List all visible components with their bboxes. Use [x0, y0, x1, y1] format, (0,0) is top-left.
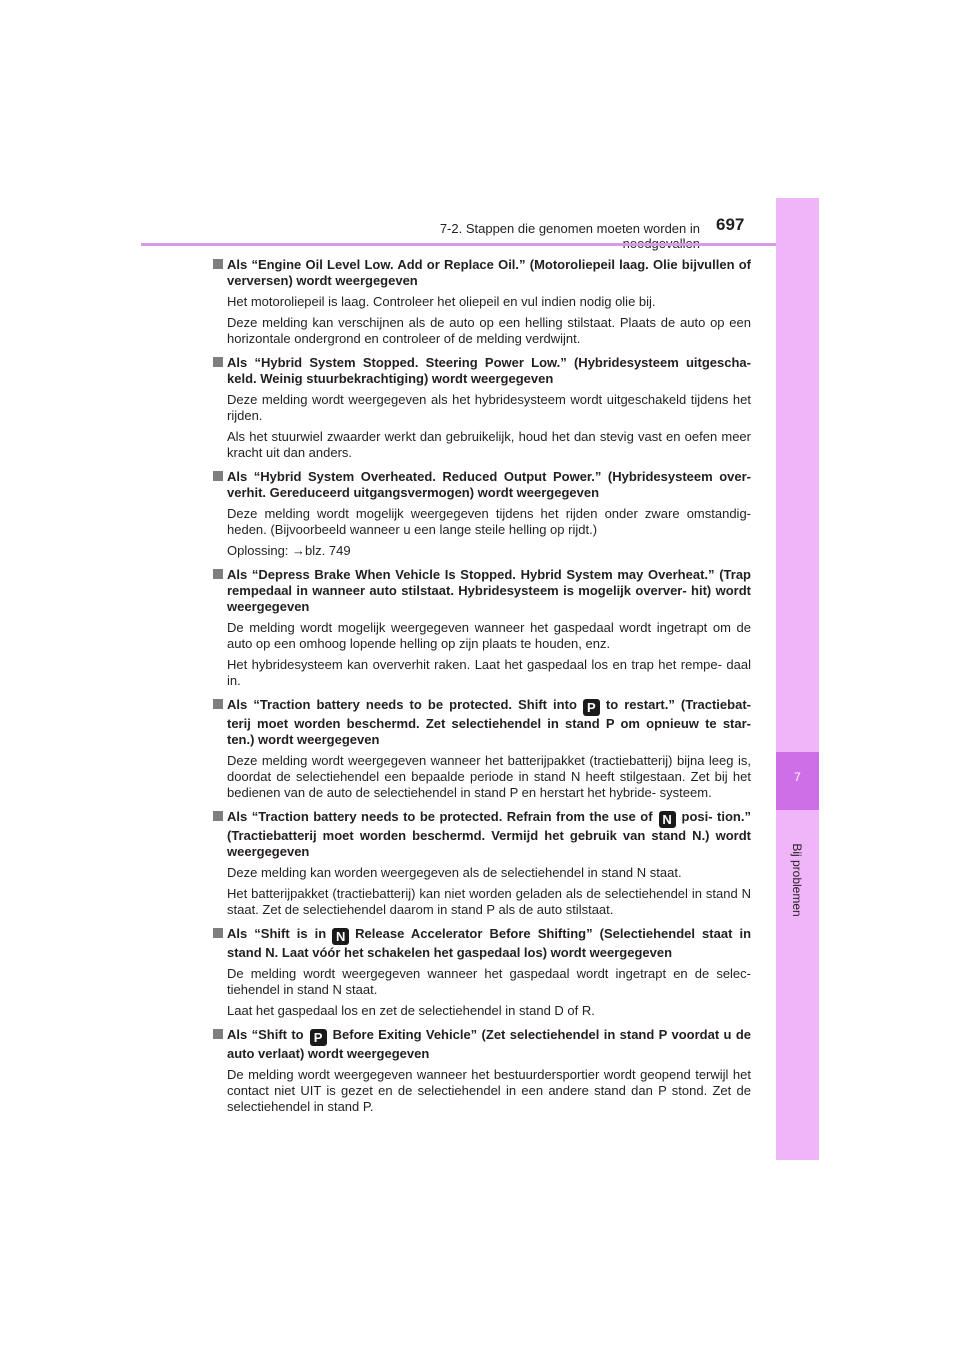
heading-text: Als “Shift to — [227, 1027, 304, 1042]
paragraph: Laat het gaspedaal los en zet de selectiehendel in stand D of R. — [227, 1003, 595, 1018]
header-divider — [141, 243, 819, 246]
message-item — [211, 355, 751, 461]
chapter-side-tab — [776, 198, 819, 1160]
paragraph: Deze melding wordt weergegeven wanneer het batterijpakket (tractiebatterij) bijna leeg is, doordat de selectiehendel een bepaalde periode in stand N heeft stilgestaan. Zet bij het bedienen van de auto de selectiehendel in stand P en herstart het hybride- systeem. — [227, 753, 751, 800]
arrow-right-icon: → — [292, 543, 306, 558]
message-item — [211, 257, 751, 347]
shift-n-icon: N — [332, 928, 349, 945]
shift-p-icon: P — [583, 699, 600, 716]
page-reference-link[interactable]: blz. 749 — [305, 543, 351, 558]
paragraph: Het batterijpakket (tractiebatterij) kan niet worden geladen als de selectiehendel in stand N staat. Zet de selectiehendel daarom in stand P als de auto stilstaat. — [227, 886, 751, 917]
message-heading: Als “Engine Oil Level Low. Add or Replace Oil.” (Motoroliepeil laag. Olie bijvullen of verversen) wordt weergegeven — [227, 257, 751, 288]
square-bullet-icon — [213, 471, 223, 481]
message-heading — [227, 809, 751, 860]
paragraph: Als het stuurwiel zwaarder werkt dan gebruikelijk, houd het dan stevig vast en oefen meer kracht uit dan anders. — [227, 429, 751, 460]
paragraph: Het motoroliepeil is laag. Controleer het oliepeil en vul indien nodig olie bij. — [227, 294, 656, 309]
message-item — [211, 567, 751, 689]
square-bullet-icon — [213, 1029, 223, 1039]
paragraph: Deze melding wordt weergegeven als het hybridesysteem wordt uitgeschakeld tijdens het rijden. — [227, 392, 751, 423]
heading-text: Als “Traction battery needs to be protected. Shift into — [227, 697, 577, 712]
paragraph: Deze melding kan worden weergegeven als de selectiehendel in stand N staat. — [227, 865, 682, 880]
heading-text: to restart.” (Tractiebat- terij moet worden beschermd. Zet selectiehendel in stand P om opnieuw te star- ten.) wordt weergegeven — [227, 697, 751, 747]
paragraph: Het hybridesysteem kan oververhit raken. Laat het gaspedaal los en trap het rempe- daal in. — [227, 657, 751, 688]
solution-line — [227, 543, 751, 559]
square-bullet-icon — [213, 569, 223, 579]
message-heading — [227, 1027, 751, 1062]
message-heading: Als “Hybrid System Stopped. Steering Power Low.” (Hybridesysteem uitgescha- keld. Weinig stuurbekrachtiging) wordt weergegeven — [227, 355, 751, 386]
message-heading — [227, 926, 751, 961]
message-heading: Als “Depress Brake When Vehicle Is Stopped. Hybrid System may Overheat.” (Trap rempedaal in wanneer auto stilstaat. Hybridesysteem is mogelijk overver- hit) wordt weergegeven — [227, 567, 751, 614]
heading-text: Before Exiting Vehicle” (Zet selectiehendel in stand P voordat u de auto verlaat) wordt weergegeven — [227, 1027, 751, 1061]
heading-text: Als “Traction battery needs to be protected. Refrain from the use of — [227, 809, 653, 824]
message-item — [211, 809, 751, 918]
square-bullet-icon — [213, 928, 223, 938]
message-heading — [227, 697, 751, 748]
heading-text: Als “Shift is in — [227, 926, 327, 941]
square-bullet-icon — [213, 811, 223, 821]
shift-n-icon: N — [659, 811, 676, 828]
paragraph: De melding wordt weergegeven wanneer het bestuurdersportier wordt geopend terwijl het contact niet UIT is gezet en de selectiehendel in een andere stand dan P stond. Zet de selectiehendel in stand P. — [227, 1067, 751, 1114]
shift-p-icon: P — [310, 1029, 327, 1046]
heading-text: posi- tion.” (Tractiebatterij moet worden beschermd. Vermijd het gebruik van stand N.) wordt weergegeven — [227, 809, 751, 859]
heading-text: Release Accelerator Before Shifting” (Selectiehendel staat in stand N. Laat vóór het schakelen het gaspedaal los) wordt weergegeven — [227, 926, 752, 960]
square-bullet-icon — [213, 259, 223, 269]
paragraph: De melding wordt mogelijk weergegeven wanneer het gaspedaal wordt ingetrapt om de auto op een omhoog lopende helling op zijn plaats te houden, enz. — [227, 620, 751, 651]
message-heading: Als “Hybrid System Overheated. Reduced Output Power.” (Hybridesysteem over- verhit. Gereduceerd uitgangsvermogen) wordt weergegeven — [227, 469, 751, 500]
header-title: 7-2. Stappen die genomen moeten worden in — [439, 221, 700, 236]
main-content — [211, 257, 751, 1123]
paragraph: Deze melding kan verschijnen als de auto op een helling stilstaat. Plaats de auto op een horizontale ondergrond en controleer of de melding verdwijnt. — [227, 315, 751, 346]
message-item — [211, 697, 751, 801]
chapter-label: Bij problemen — [790, 843, 804, 917]
message-item — [211, 926, 751, 1019]
message-item — [211, 1027, 751, 1115]
message-item — [211, 469, 751, 559]
square-bullet-icon — [213, 357, 223, 367]
solution-prefix: Oplossing: — [227, 543, 293, 558]
chapter-number: 7 — [794, 770, 801, 784]
paragraph: De melding wordt weergegeven wanneer het gaspedaal wordt ingetrapt en de selec- tiehendel in stand N staat. — [227, 966, 751, 997]
page-number: 697 — [716, 215, 745, 234]
paragraph: Deze melding wordt mogelijk weergegeven tijdens het rijden onder zware omstandig- heden. (Bijvoorbeeld wanneer u een lange steile helling op rijdt.) — [227, 506, 751, 537]
square-bullet-icon — [213, 699, 223, 709]
